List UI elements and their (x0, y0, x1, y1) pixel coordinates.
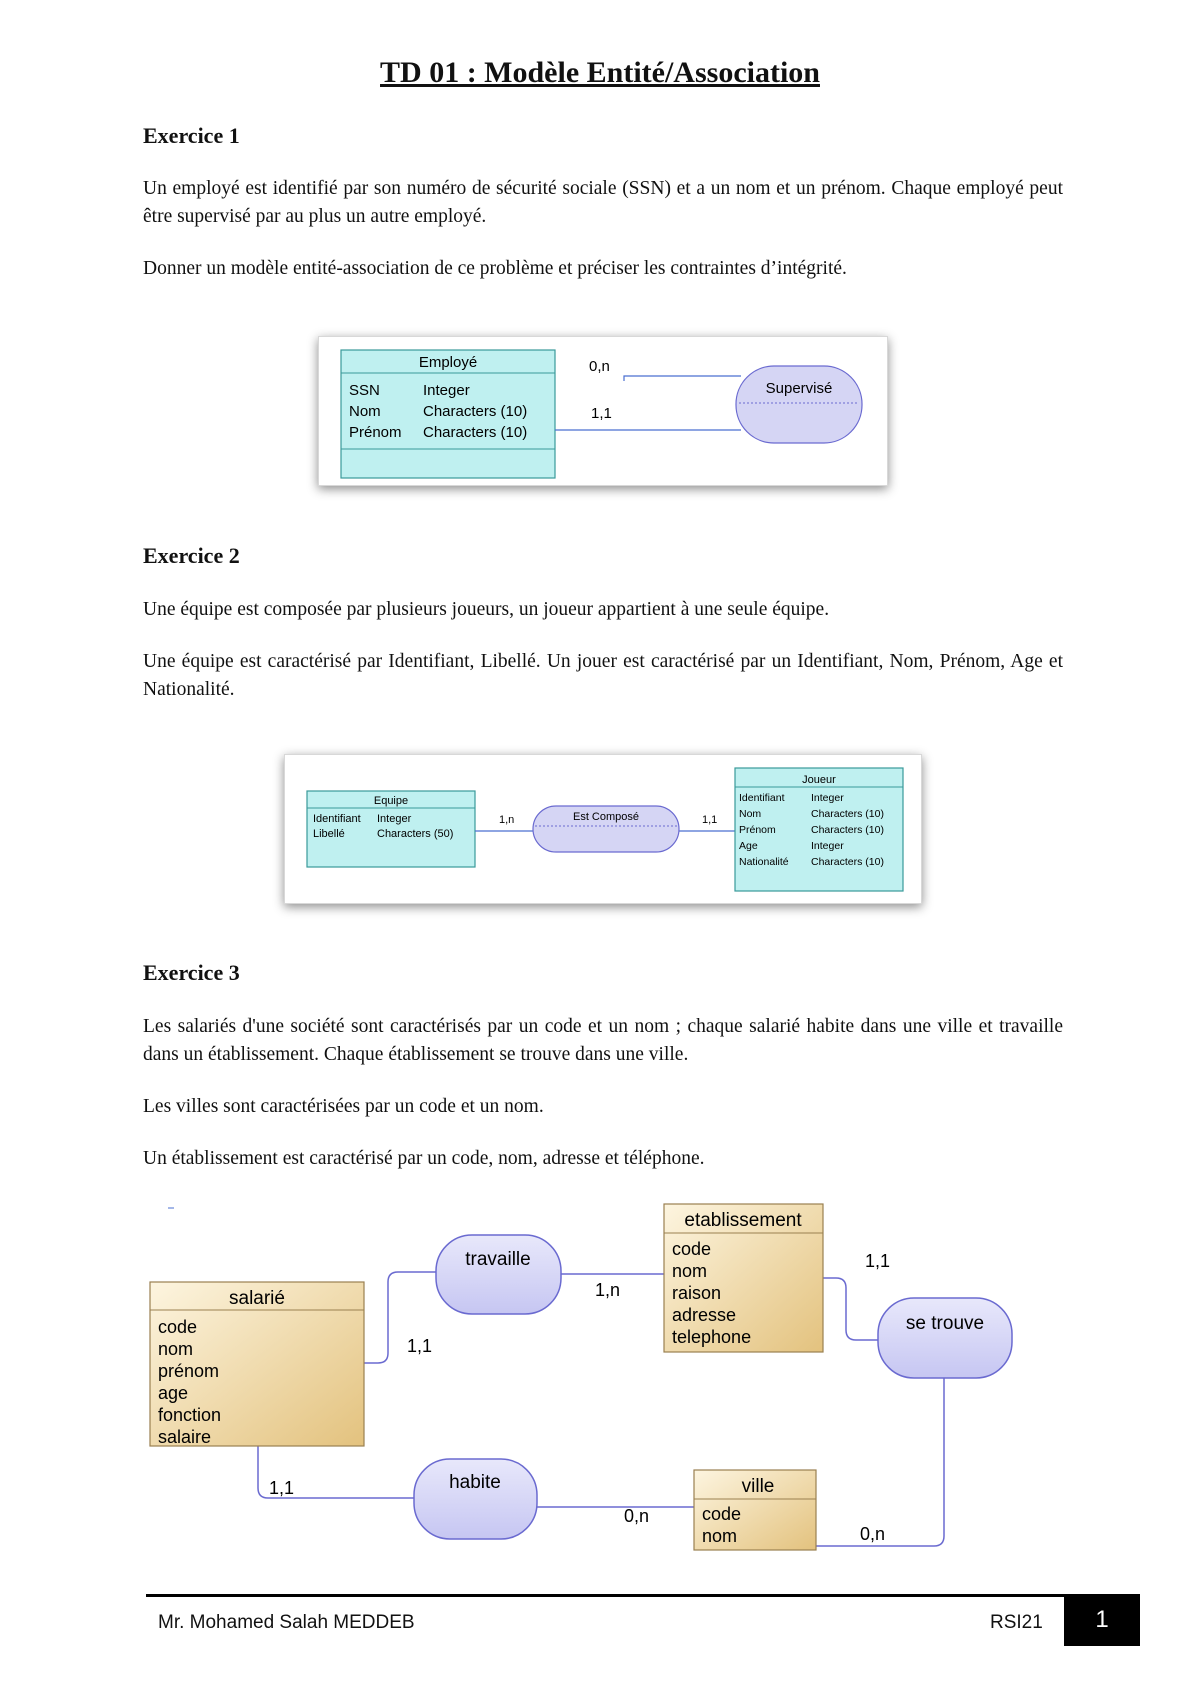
association-habite (414, 1459, 537, 1539)
attr: fonction (158, 1405, 222, 1425)
exercise-3-heading: Exercice 3 (143, 960, 240, 985)
attr-name: SSN (349, 382, 380, 399)
association-travaille (436, 1235, 561, 1314)
attr: code (158, 1317, 198, 1337)
exercise-1-paragraph-2: Donner un modèle entité-association de ce problème et préciser les contraintes d’intégrité. (143, 258, 847, 279)
entity-equipe-title: Equipe (373, 795, 409, 807)
exercise-1-heading: Exercice 1 (143, 123, 240, 148)
attr: telephone (672, 1327, 752, 1347)
cardinality-right: 1,1 (702, 814, 718, 826)
entity-etablissement-title: etablissement (684, 1210, 802, 1231)
footer-class: RSI21 (990, 1612, 1043, 1633)
page-number: 1 (1064, 1594, 1140, 1646)
attr: code (702, 1504, 742, 1524)
association-travaille-label: travaille (465, 1249, 531, 1270)
attr-type: Characters (10) (811, 856, 884, 868)
entity-employe-title: Employé (418, 354, 478, 371)
attr: adresse (672, 1305, 737, 1325)
association-est-compose-label: Est Composé (572, 811, 640, 823)
attr: prénom (158, 1361, 220, 1381)
cardinality: 1,1 (865, 1251, 891, 1271)
cardinality: 1,1 (269, 1478, 295, 1498)
page-title: TD 01 : Modèle Entité/Association (380, 56, 820, 89)
exercise-3-paragraph-2: Les villes sont caractérisées par un code et un nom. (143, 1096, 544, 1117)
attr-type: Characters (50) (377, 828, 454, 840)
association-habite-label: habite (449, 1472, 501, 1493)
exercise-1-paragraph-1: Un employé est identifié par son numéro de sécurité sociale (SSN) et a un nom et un prénom. Chaque employé peut être supervisé par au plus un autre employé. (143, 178, 1063, 227)
attr-type: Characters (10) (423, 403, 528, 420)
attr-type: Characters (10) (811, 824, 884, 836)
cardinality: 0,n (860, 1524, 886, 1544)
diagram-1 (318, 336, 888, 486)
cardinality: 1,1 (407, 1336, 433, 1356)
attr-type: Characters (10) (423, 424, 528, 441)
exercise-2-heading: Exercice 2 (143, 543, 240, 568)
attr-type: Characters (10) (811, 808, 884, 820)
attr-name: Identifiant (313, 813, 361, 825)
attr-type: Integer (811, 792, 844, 804)
diagram-3 (0, 1190, 1200, 1560)
attr: nom (702, 1526, 738, 1546)
attr: age (158, 1383, 189, 1403)
association-se-trouve (878, 1298, 1012, 1378)
attr-name: Libellé (313, 828, 345, 840)
attr: code (672, 1239, 712, 1259)
entity-joueur-title: Joueur (802, 774, 836, 786)
entity-salarie-title: salarié (229, 1288, 285, 1309)
association-se-trouve-label: se trouve (905, 1313, 985, 1334)
diagram-2 (284, 754, 922, 904)
attr-name: Nom (349, 403, 381, 420)
attr-type: Integer (423, 382, 470, 399)
attr-name: Nom (739, 808, 762, 820)
cardinality: 1,n (595, 1280, 621, 1300)
footer-divider (146, 1594, 1140, 1597)
attr-type: Integer (811, 840, 844, 852)
attr: nom (672, 1261, 708, 1281)
association-supervise-label: Supervisé (765, 380, 833, 397)
attr: raison (672, 1283, 722, 1303)
exercise-3-paragraph-1: Les salariés d'une société sont caractérisés par un code et un nom ; chaque salarié habite dans une ville et travaille dans un établissement. Chaque établissement se trouve dans une ville. (143, 1016, 1063, 1065)
cardinality-top: 0,n (589, 358, 610, 375)
cardinality: 0,n (624, 1506, 650, 1526)
attr-name: Prénom (349, 424, 402, 441)
cardinality-bottom: 1,1 (591, 405, 612, 422)
attr-name: Prénom (739, 824, 776, 836)
attr: salaire (158, 1427, 212, 1447)
association-supervise (736, 366, 862, 443)
exercise-3-paragraph-3: Un établissement est caractérisé par un code, nom, adresse et téléphone. (143, 1148, 705, 1169)
attr-name: Age (739, 840, 758, 852)
attr-name: Nationalité (739, 856, 789, 868)
entity-ville-title: ville (741, 1476, 775, 1497)
attr-name: Identifiant (739, 792, 785, 804)
footer-author: Mr. Mohamed Salah MEDDEB (158, 1612, 415, 1633)
exercise-2-paragraph-2: Une équipe est caractérisé par Identifiant, Libellé. Un jouer est caractérisé par un Identifiant, Nom, Prénom, Age et Nationalité. (143, 651, 1063, 700)
attr: nom (158, 1339, 194, 1359)
attr-type: Integer (377, 813, 412, 825)
cardinality-left: 1,n (499, 814, 515, 826)
exercise-2-paragraph-1: Une équipe est composée par plusieurs joueurs, un joueur appartient à une seule équipe. (143, 599, 830, 620)
